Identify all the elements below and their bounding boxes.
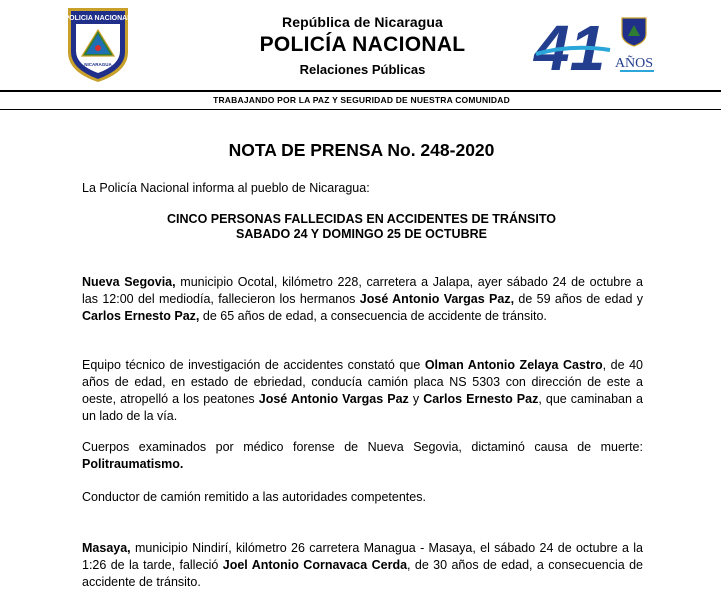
victim-name: Carlos Ernesto Paz [423, 392, 539, 406]
paragraph-1: Nueva Segovia, municipio Ocotal, kilómetro 228, carretera a Jalapa, ayer sábado 24 de octubre a las 12:00 del mediodía, fallecieron los hermanos José Antonio Vargas Paz, de 59 años de edad y Carlos Ernesto Paz, de 65 años de edad, a consecuencia de accidente de tránsito. [82, 275, 643, 323]
letterhead [0, 0, 723, 95]
paragraph-5: Masaya, municipio Nindirí, kilómetro 26 carretera Managua - Masaya, el sábado 24 de octubre a la 1:26 de la tarde, falleció Joel Antonio Cornavaca Cerda, de 30 años de edad, a consecuencia de accidente de tránsito. [82, 541, 643, 589]
victim-name: Joel Antonio Cornavaca Cerda [222, 558, 408, 572]
anniversary-logo [532, 10, 660, 76]
place-name: Masaya, [82, 541, 131, 555]
victim-name: José Antonio Vargas Paz [258, 392, 409, 406]
republic-name: República de Nicaragua [282, 14, 443, 30]
headline [0, 212, 723, 242]
intro-line: La Policía Nacional informa al pueblo de Nicaragua: [82, 181, 370, 195]
headline-line-2: SABADO 24 Y DOMINGO 25 DE OCTUBRE [236, 227, 487, 241]
police-shield-logo [64, 4, 132, 84]
victim-name: José Antonio Vargas Paz, [359, 292, 515, 306]
institution-name: POLICÍA NACIONAL [259, 33, 466, 56]
svg-text:POLICIA NACIONAL: POLICIA NACIONAL [64, 15, 132, 22]
driver-name: Olman Antonio Zelaya Castro [424, 358, 603, 372]
motto: TRABAJANDO POR LA PAZ Y SEGURIDAD DE NUESTRA COMUNIDAD [213, 95, 510, 105]
press-release-title: NOTA DE PRENSA No. 248-2020 [228, 140, 495, 160]
svg-text:41: 41 [534, 12, 606, 76]
svg-text:AÑOS: AÑOS [614, 56, 654, 71]
victim-name: Carlos Ernesto Paz, [82, 309, 200, 323]
paragraph-4: Conductor de camión remitido a las autoridades competentes. [82, 490, 426, 504]
svg-text:NICARAGUA: NICARAGUA [84, 62, 112, 67]
headline-line-1: CINCO PERSONAS FALLECIDAS EN ACCIDENTES DE TRÁNSITO [167, 212, 556, 226]
paragraph-3: Cuerpos examinados por médico forense de Nueva Segovia, dictaminó causa de muerte: Politraumatismo. [82, 440, 643, 471]
place-name: Nueva Segovia, [82, 275, 176, 289]
header-titles [215, 0, 510, 77]
cause-of-death: Politraumatismo. [82, 457, 184, 471]
department-name: Relaciones Públicas [299, 62, 426, 77]
paragraph-2: Equipo técnico de investigación de accidentes constató que Olman Antonio Zelaya Castro, de 40 años de edad, en estado de ebriedad, conducía camión placa NS 5303 con dirección de este a oeste, atropelló a los peatones José Antonio Vargas Paz y Carlos Ernesto Paz, que caminaban a un lado de la vía. [82, 358, 643, 423]
